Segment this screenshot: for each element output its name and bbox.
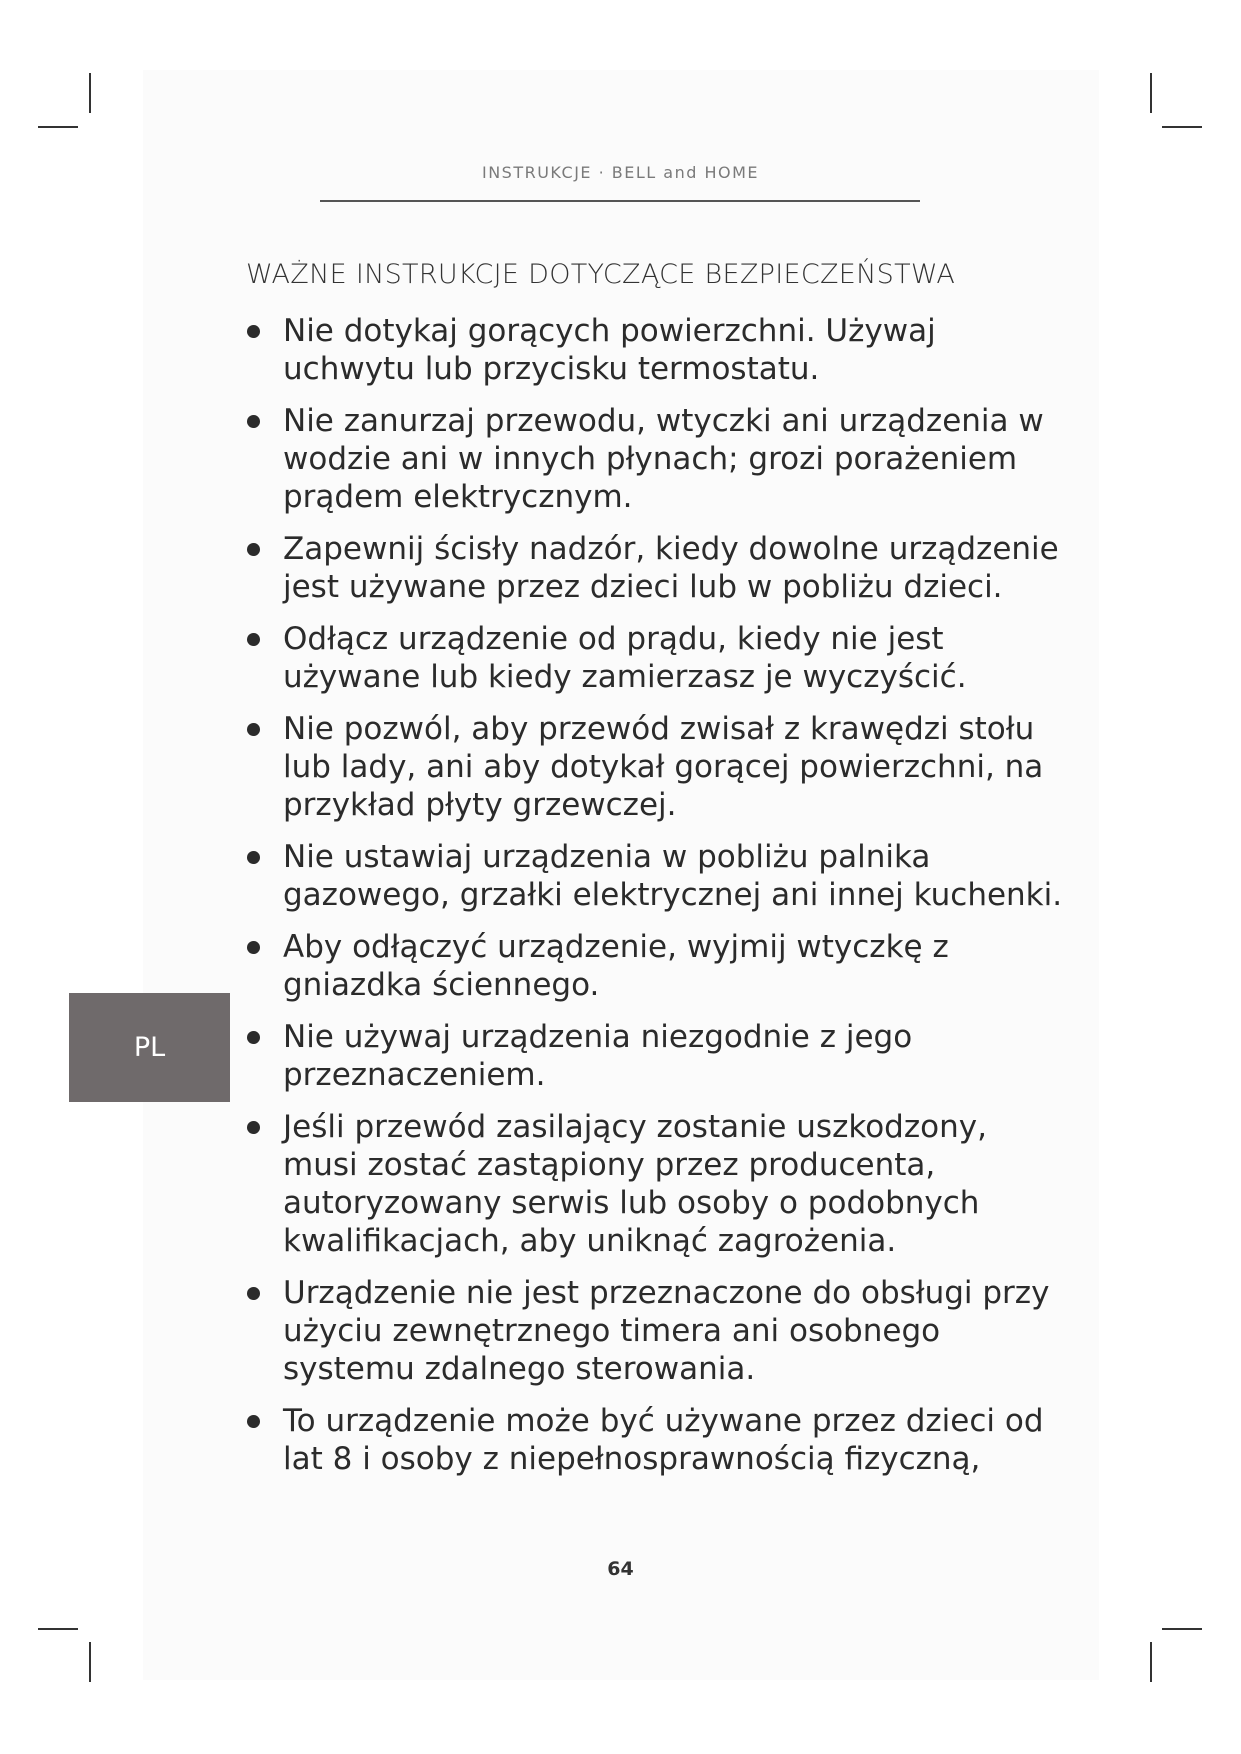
crop-mark-top-left-horizontal xyxy=(38,126,78,128)
list-item-text: Aby odłączyć urządzenie, wyjmij wtyczkę z gniazdka ściennego. xyxy=(283,929,949,1003)
running-header: INSTRUKCJE · BELL and HOME xyxy=(481,163,760,182)
bullet-icon xyxy=(247,633,260,646)
bullet-icon xyxy=(247,941,260,954)
crop-mark-bottom-right-horizontal xyxy=(1162,1628,1202,1630)
list-item-text: Nie pozwól, aby przewód zwisał z krawędzi stołu lub lady, ani aby dotykał gorącej powierzchni, na przykład płyty grzewczej. xyxy=(283,711,1044,823)
bullet-icon xyxy=(247,851,260,864)
list-item-text: Odłącz urządzenie od prądu, kiedy nie jest używane lub kiedy zamierzasz je wyczyścić. xyxy=(283,621,967,695)
list-item xyxy=(246,402,1066,516)
list-item xyxy=(246,928,1066,1004)
list-item xyxy=(246,1402,1066,1478)
bullet-icon xyxy=(247,1121,260,1134)
list-item-text: Nie zanurzaj przewodu, wtyczki ani urządzenia w wodzie ani w innych płynach; grozi porażeniem prądem elektrycznym. xyxy=(283,403,1044,515)
crop-mark-top-left-vertical xyxy=(89,73,91,113)
crop-mark-bottom-left-horizontal xyxy=(38,1628,78,1630)
bullet-icon xyxy=(247,543,260,556)
list-item-text: Zapewnij ścisły nadzór, kiedy dowolne urządzenie jest używane przez dzieci lub w pobliżu dzieci. xyxy=(283,531,1059,605)
list-item-text: To urządzenie może być używane przez dzieci od lat 8 i osoby z niepełnosprawnością fizyczną, xyxy=(283,1403,1044,1477)
list-item-text: Nie używaj urządzenia niezgodnie z jego przeznaczeniem. xyxy=(283,1019,913,1093)
list-item-text: Nie dotykaj gorących powierzchni. Używaj uchwytu lub przycisku termostatu. xyxy=(283,313,936,387)
bullet-icon xyxy=(247,1031,260,1044)
list-item xyxy=(246,838,1066,914)
section-title: WAŻNE INSTRUKCJE DOTYCZĄCE BEZPIECZEŃSTWA xyxy=(246,259,956,290)
list-item-text: Jeśli przewód zasilający zostanie uszkodzony, musi zostać zastąpiony przez producenta, autoryzowany serwis lub osoby o podobnych kwalifikacjach, aby uniknąć zagrożenia. xyxy=(283,1109,987,1259)
bullet-icon xyxy=(247,415,260,428)
bullet-icon xyxy=(247,1415,260,1428)
list-item-text: Nie ustawiaj urządzenia w pobliżu palnika gazowego, grzałki elektrycznej ani innej kuchenki. xyxy=(283,839,1063,913)
crop-mark-top-right-vertical xyxy=(1150,73,1152,113)
bullet-icon xyxy=(247,723,260,736)
crop-mark-bottom-right-vertical xyxy=(1150,1642,1152,1682)
list-item xyxy=(246,620,1066,696)
crop-mark-top-right-horizontal xyxy=(1162,126,1202,128)
language-tab-label: PL xyxy=(133,1032,166,1063)
list-item xyxy=(246,312,1066,388)
list-item xyxy=(246,530,1066,606)
list-item xyxy=(246,1108,1066,1260)
bullet-icon xyxy=(247,1287,260,1300)
list-item xyxy=(246,1274,1066,1388)
safety-instructions-list xyxy=(246,312,1066,1492)
header-divider xyxy=(320,200,920,202)
page-number: 64 xyxy=(607,1558,634,1580)
bullet-icon xyxy=(247,325,260,338)
language-tab xyxy=(69,993,230,1102)
list-item xyxy=(246,710,1066,824)
list-item-text: Urządzenie nie jest przeznaczone do obsługi przy użyciu zewnętrznego timera ani osobnego systemu zdalnego sterowania. xyxy=(283,1275,1050,1387)
crop-mark-bottom-left-vertical xyxy=(89,1642,91,1682)
list-item xyxy=(246,1018,1066,1094)
